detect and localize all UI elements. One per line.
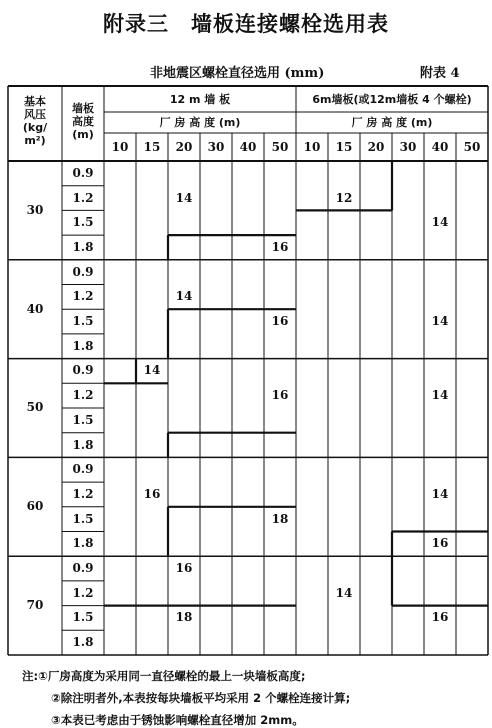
wall-height-value: 1.8 bbox=[72, 437, 94, 452]
bolt-diameter-value: 14 bbox=[143, 363, 161, 378]
building-height-20: 20 bbox=[367, 139, 385, 154]
building-height-50: 50 bbox=[463, 139, 481, 154]
title-main: 墙板连接螺栓选用表 bbox=[191, 12, 389, 36]
bolt-diameter-value: 14 bbox=[335, 585, 353, 600]
wall-height-value: 1.5 bbox=[72, 511, 94, 526]
note-1: 注:①厂房高度为采用同一直径螺栓的最上一块墙板高度; bbox=[22, 669, 306, 683]
wind-pressure-value: 40 bbox=[26, 301, 44, 316]
bolt-diameter-value: 16 bbox=[271, 388, 289, 403]
wall-height-value: 0.9 bbox=[72, 363, 94, 378]
appendix-label: 附表 4 bbox=[420, 66, 460, 81]
title-prefix: 附录三 bbox=[103, 12, 169, 36]
wall-height-header: 墙板 高度 (m) bbox=[72, 101, 94, 141]
wall-height-value: 1.8 bbox=[72, 239, 94, 254]
wall-height-value: 1.2 bbox=[72, 585, 94, 600]
building-height-20: 20 bbox=[175, 139, 193, 154]
wind-pressure-header: 基本 风压 (kg/ m²) bbox=[22, 95, 48, 147]
building-height-10: 10 bbox=[303, 139, 321, 154]
bolt-diameter-value: 16 bbox=[431, 536, 449, 551]
bolt-diameter-value: 14 bbox=[431, 486, 449, 501]
group-b-header: 6m墙板(或12m墙板 4 个螺栓) bbox=[312, 92, 472, 106]
wind-pressure-value: 30 bbox=[26, 202, 44, 217]
building-height-40: 40 bbox=[431, 139, 449, 154]
bolt-diameter-value: 18 bbox=[175, 610, 193, 625]
building-height-15: 15 bbox=[335, 139, 353, 154]
bolt-diameter-value: 14 bbox=[431, 388, 449, 403]
building-height-40: 40 bbox=[239, 139, 257, 154]
bolt-diameter-value: 16 bbox=[143, 486, 161, 501]
wall-height-value: 1.5 bbox=[72, 215, 94, 230]
building-height-10: 10 bbox=[111, 139, 129, 154]
bolt-diameter-value: 14 bbox=[431, 215, 449, 230]
building-height-50: 50 bbox=[271, 139, 289, 154]
wall-height-value: 1.5 bbox=[72, 314, 94, 329]
wind-pressure-value: 50 bbox=[26, 400, 44, 415]
note-3: ③本表已考虑由于锈蚀影响螺栓直径增加 2mm。 bbox=[51, 713, 304, 727]
group-a-header: 12 m 墙 板 bbox=[169, 92, 231, 106]
bolt-diameter-value: 16 bbox=[271, 314, 289, 329]
bolt-diameter-value: 12 bbox=[335, 190, 353, 205]
group-b-subheader: 厂 房 高 度 (m) bbox=[351, 116, 433, 129]
building-height-30: 30 bbox=[207, 139, 225, 154]
wall-height-value: 0.9 bbox=[72, 561, 94, 576]
bolt-diameter-value: 16 bbox=[431, 610, 449, 625]
table-subtitle: 非地震区螺栓直径选用 (mm) bbox=[150, 66, 325, 81]
group-a-subheader: 厂 房 高 度 (m) bbox=[159, 116, 241, 129]
bolt-diameter-value: 14 bbox=[175, 190, 193, 205]
bolt-diameter-value: 18 bbox=[271, 511, 289, 526]
bolt-diameter-value: 16 bbox=[175, 561, 193, 576]
wall-height-value: 0.9 bbox=[72, 264, 94, 279]
wall-height-value: 1.2 bbox=[72, 190, 94, 205]
wall-height-value: 1.2 bbox=[72, 486, 94, 501]
note-2: ②除注明者外,本表按每块墙板平均采用 2 个螺栓连接计算; bbox=[51, 691, 351, 705]
wall-height-value: 1.5 bbox=[72, 412, 94, 427]
wall-height-value: 1.2 bbox=[72, 388, 94, 403]
bolt-diameter-value: 16 bbox=[271, 239, 289, 254]
building-height-15: 15 bbox=[143, 139, 161, 154]
wind-pressure-value: 60 bbox=[26, 499, 44, 514]
wall-height-value: 1.8 bbox=[72, 338, 94, 353]
wall-height-value: 1.5 bbox=[72, 610, 94, 625]
wall-height-value: 1.8 bbox=[72, 536, 94, 551]
wind-pressure-value: 70 bbox=[26, 598, 44, 613]
wall-height-value: 0.9 bbox=[72, 462, 94, 477]
building-height-30: 30 bbox=[399, 139, 417, 154]
bolt-diameter-value: 14 bbox=[175, 289, 193, 304]
wall-height-value: 1.2 bbox=[72, 289, 94, 304]
wall-height-value: 1.8 bbox=[72, 635, 94, 650]
bolt-diameter-value: 14 bbox=[431, 314, 449, 329]
wall-height-value: 0.9 bbox=[72, 165, 94, 180]
